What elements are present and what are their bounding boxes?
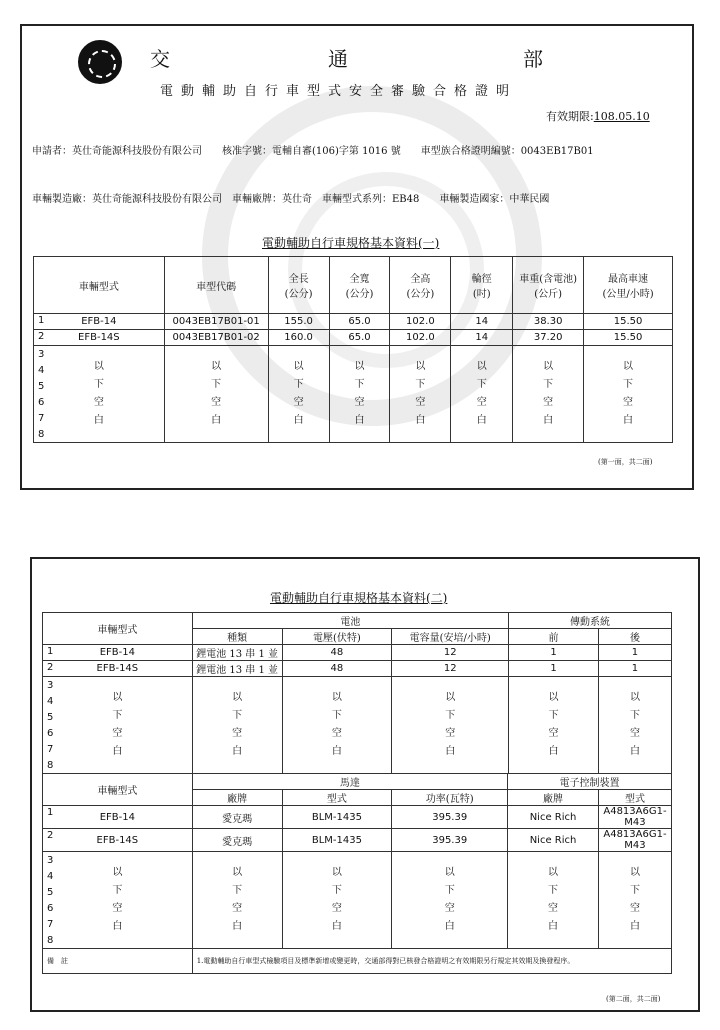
header-battery-type: 種類 — [192, 629, 282, 645]
row-model: EFB-14S — [78, 332, 120, 343]
header-height: 全高 (公分) — [390, 257, 451, 314]
row-rear: 1 — [598, 661, 671, 677]
empty-row-number-list — [47, 678, 53, 774]
row-capacity: 12 — [392, 645, 509, 661]
row-number: 2 — [38, 331, 45, 342]
row-number: 2 — [47, 662, 54, 673]
header-length: 全長 (公分) — [268, 257, 329, 314]
row-number: 7 — [47, 919, 54, 930]
header-width: 全寬 (公分) — [329, 257, 390, 314]
row-width: 65.0 — [329, 330, 390, 346]
blank-marker: 以 下 空 白 — [584, 346, 673, 443]
table-header-row — [34, 257, 673, 314]
header-motor-type: 型式 — [282, 790, 392, 806]
spec-table-2-title: 電動輔助自行車規格基本資料(二) — [270, 591, 448, 605]
applicant-line: 申請者：英仕奇能源科技股份有限公司 核准字號：電輔自審(106)字第 1016 號 車型族合格證明編號：0043EB17B01 — [32, 146, 594, 157]
row-model-cell — [34, 330, 165, 346]
row-number: 5 — [38, 381, 45, 392]
remark-label: 備 註 — [43, 949, 193, 974]
row-number: 7 — [47, 744, 54, 755]
row-width: 65.0 — [329, 314, 390, 330]
header-rear: 後 — [598, 629, 671, 645]
row-height: 102.0 — [390, 314, 451, 330]
table-row — [34, 314, 673, 330]
blank-marker: 以 下 空 白 — [164, 346, 268, 443]
table-row — [43, 829, 672, 852]
blank-marker: 以 下 空 白 — [392, 852, 508, 949]
ministry-char-2: 通 — [328, 47, 348, 71]
empty-row-numbers — [34, 346, 165, 443]
page-number-1: (第一面，共二面) — [598, 458, 653, 466]
blank-marker: 以 下 空 白 — [598, 677, 671, 774]
header-transmission: 傳動系統 — [509, 613, 672, 629]
blank-marker: 以 下 空 白 — [329, 346, 390, 443]
row-weight: 38.30 — [513, 314, 584, 330]
row-wheel: 14 — [451, 330, 513, 346]
empty-row-numbers — [43, 852, 193, 949]
row-front: 1 — [509, 645, 599, 661]
blank-marker: 以 下 空 白 — [390, 346, 451, 443]
row-model: EFB-14S — [96, 663, 139, 674]
ministry-char-3: 部 — [523, 47, 543, 71]
row-number: 3 — [47, 680, 54, 691]
empty-rows-block — [43, 852, 672, 949]
header-battery-capacity: 電容量(安培/小時) — [392, 629, 509, 645]
header-motor-brand: 廠牌 — [192, 790, 282, 806]
blank-marker: 以 下 空 白 — [282, 677, 392, 774]
ministry-char-1: 交 — [150, 47, 170, 71]
validity-date: 108.05.10 — [593, 110, 650, 123]
blank-marker: 以 下 空 白 — [598, 852, 671, 949]
row-motor-power: 395.39 — [392, 806, 508, 829]
row-number: 6 — [38, 397, 45, 408]
row-number: 5 — [47, 712, 54, 723]
row-motor-type: BLM-1435 — [282, 806, 392, 829]
ministry-heading — [0, 43, 720, 69]
table-row — [34, 330, 673, 346]
row-front: 1 — [509, 661, 599, 677]
row-number: 1 — [47, 646, 54, 657]
row-speed: 15.50 — [584, 330, 673, 346]
header-vehicle-model: 車輛型式 — [43, 774, 193, 806]
row-speed: 15.50 — [584, 314, 673, 330]
row-length: 160.0 — [268, 330, 329, 346]
row-ecu-type: A4813A6G1-M43 — [598, 806, 671, 829]
row-number: 1 — [47, 807, 54, 818]
row-number: 2 — [47, 830, 54, 841]
row-number: 6 — [47, 728, 54, 739]
table-row — [43, 661, 672, 677]
row-number: 7 — [38, 413, 45, 424]
empty-row-number-list — [38, 347, 44, 443]
page-number-2: (第二面，共二面) — [606, 995, 661, 1003]
blank-marker: 以 下 空 白 — [112, 867, 123, 932]
row-motor-brand: 愛克瑪 — [192, 806, 282, 829]
header-battery: 電池 — [192, 613, 508, 629]
row-ecu-brand: Nice Rich — [508, 829, 599, 852]
blank-marker: 以 下 空 白 — [268, 346, 329, 443]
row-battery-type: 鋰電池 13 串 1 並 — [192, 645, 282, 661]
row-model: EFB-14S — [96, 834, 139, 846]
header-front: 前 — [509, 629, 599, 645]
row-height: 102.0 — [390, 330, 451, 346]
blank-marker: 以 下 空 白 — [392, 677, 509, 774]
header-ecu-brand: 廠牌 — [508, 790, 599, 806]
blank-marker: 以 下 空 白 — [508, 852, 599, 949]
blank-marker: 以 下 空 白 — [93, 361, 104, 426]
row-battery-type: 鋰電池 13 串 1 並 — [192, 661, 282, 677]
row-rear: 1 — [598, 645, 671, 661]
row-number: 3 — [47, 855, 54, 866]
header-vehicle-code: 車型代碼 — [164, 257, 268, 314]
row-model-cell — [34, 314, 165, 330]
blank-marker: 以 下 空 白 — [192, 677, 282, 774]
table-row — [43, 806, 672, 829]
row-ecu-brand: Nice Rich — [508, 806, 599, 829]
blank-marker: 以 下 空 白 — [112, 692, 123, 757]
header-ecu: 電子控制裝置 — [508, 774, 672, 790]
row-number: 4 — [47, 696, 54, 707]
header-motor: 馬達 — [192, 774, 507, 790]
spec-table-1-title: 電動輔助自行車規格基本資料(一) — [262, 236, 440, 250]
row-model-cell — [43, 829, 193, 852]
blank-marker: 以 下 空 白 — [509, 677, 599, 774]
header-weight: 車重(含電池) (公斤) — [513, 257, 584, 314]
row-model: EFB-14 — [99, 811, 135, 823]
row-weight: 37.20 — [513, 330, 584, 346]
row-number: 5 — [47, 887, 54, 898]
row-model-cell — [43, 806, 193, 829]
spec-table-1 — [33, 256, 673, 443]
remark-text: 1.電動輔助自行車型式檢驗項目及標準新增或變更時，交通部得對已核發合格證明之有效期限另行規定其效期及換發程序。 — [192, 949, 671, 974]
validity-period — [546, 108, 650, 124]
empty-row-numbers — [43, 677, 193, 774]
row-capacity: 12 — [392, 661, 509, 677]
row-number: 8 — [38, 429, 45, 440]
remark-row — [43, 949, 672, 974]
blank-marker: 以 下 空 白 — [451, 346, 513, 443]
row-number: 1 — [38, 315, 45, 326]
blank-marker: 以 下 空 白 — [513, 346, 584, 443]
header-wheel: 輪徑 (吋) — [451, 257, 513, 314]
empty-row-number-list — [47, 853, 53, 949]
header-battery-voltage: 電壓(伏特) — [282, 629, 392, 645]
row-model-cell — [43, 645, 193, 661]
header-motor-power: 功率(瓦特) — [392, 790, 508, 806]
row-motor-brand: 愛克瑪 — [192, 829, 282, 852]
empty-rows-block — [34, 346, 673, 443]
row-voltage: 48 — [282, 661, 392, 677]
blank-marker: 以 下 空 白 — [282, 852, 392, 949]
row-number: 8 — [47, 935, 54, 946]
table-row — [43, 645, 672, 661]
row-number: 3 — [38, 349, 45, 360]
spec-table-2 — [42, 612, 672, 974]
manufacturer-line: 車輛製造廠：英仕奇能源科技股份有限公司 車輛廠牌：英仕奇 車輛型式系列：EB48 車輛製造國家：中華民國 — [32, 194, 550, 205]
row-model: EFB-14 — [81, 316, 117, 327]
row-model: EFB-14 — [99, 647, 135, 658]
header-ecu-type: 型式 — [598, 790, 671, 806]
table-2-motor-header-row-1 — [43, 774, 672, 790]
table-2-header-row-1 — [43, 613, 672, 629]
row-ecu-type: A4813A6G1-M43 — [598, 829, 671, 852]
empty-rows-block — [43, 677, 672, 774]
header-vehicle-model: 車輛型式 — [34, 257, 165, 314]
row-motor-power: 395.39 — [392, 829, 508, 852]
blank-marker: 以 下 空 白 — [192, 852, 282, 949]
row-length: 155.0 — [268, 314, 329, 330]
header-max-speed: 最高車速 (公里/小時) — [584, 257, 673, 314]
header-vehicle-model: 車輛型式 — [43, 613, 193, 645]
certificate-title: 電動輔助自行車型式安全審驗合格證明 — [160, 84, 518, 99]
row-number: 8 — [47, 760, 54, 771]
row-number: 6 — [47, 903, 54, 914]
row-number: 4 — [47, 871, 54, 882]
validity-label: 有效期限: — [546, 110, 594, 123]
row-model-cell — [43, 661, 193, 677]
row-code: 0043EB17B01-02 — [164, 330, 268, 346]
row-code: 0043EB17B01-01 — [164, 314, 268, 330]
row-voltage: 48 — [282, 645, 392, 661]
row-wheel: 14 — [451, 314, 513, 330]
row-number: 4 — [38, 365, 45, 376]
row-motor-type: BLM-1435 — [282, 829, 392, 852]
